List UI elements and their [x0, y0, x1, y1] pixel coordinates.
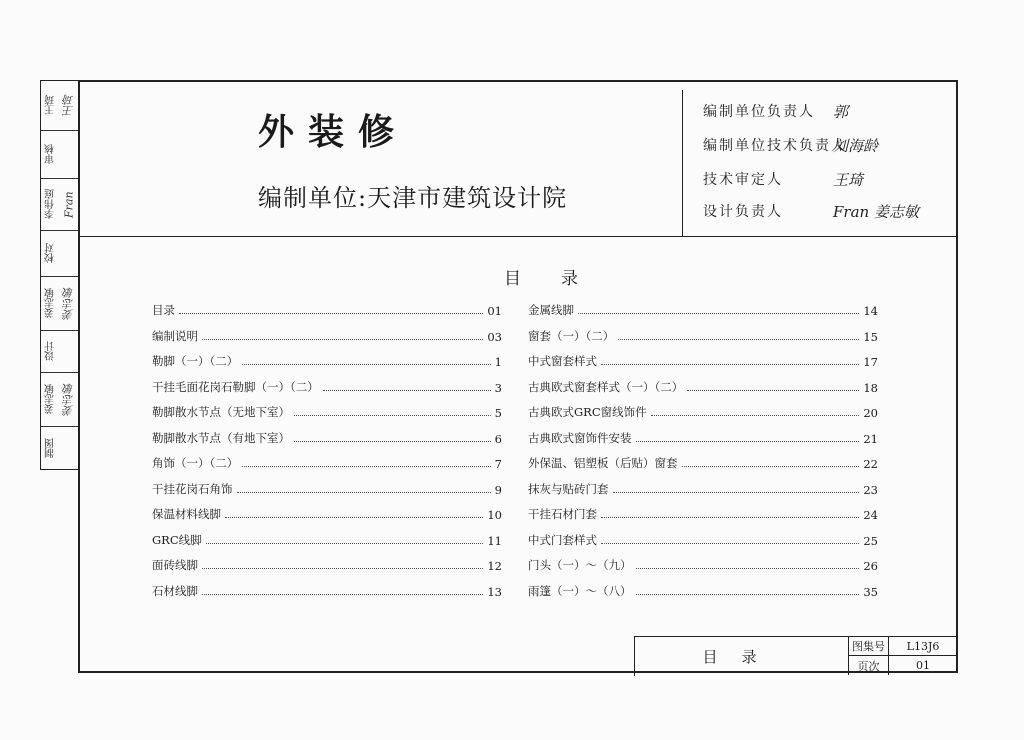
- toc-entry-name: 外保温、铝塑板（后贴）窗套: [528, 456, 678, 470]
- sidebar-signature: [60, 131, 78, 178]
- toc-row: [528, 451, 878, 471]
- drawing-sheet: [40, 80, 940, 675]
- sidebar-cell: [41, 179, 79, 231]
- sidebar-cell: [41, 81, 79, 131]
- toc-row: [528, 349, 878, 369]
- signature: 郭: [833, 102, 849, 121]
- toc-page-number: 01: [487, 304, 502, 318]
- toc-entry-name: 中式门套样式: [528, 532, 597, 547]
- toc-leader-dots: [687, 390, 859, 391]
- sidebar-signature: 姜志敏: [62, 287, 75, 320]
- toc-entry-name: 勒脚散水节点（有地下室）: [152, 430, 290, 445]
- toc-page-number: 11: [487, 533, 502, 548]
- sidebar-signature: [60, 427, 78, 469]
- toc-leader-dots: [294, 441, 491, 442]
- toc-leader-dots: [179, 313, 483, 314]
- toc-entry-name: 中式窗套样式: [528, 354, 597, 368]
- toc-leader-dots: [206, 543, 484, 544]
- toc-page-number: 12: [487, 559, 502, 573]
- toc-row: [528, 426, 878, 446]
- responsibility-row: [703, 130, 878, 160]
- toc-entry-name: 角饰（一）（二）: [152, 456, 239, 470]
- toc-row: [528, 579, 878, 599]
- toc-row: [528, 528, 878, 548]
- toc-row: [528, 324, 878, 344]
- toc-entry-name: 古典欧式GRC窗线饰件: [528, 405, 647, 419]
- atlas-number-value: L13J6: [889, 637, 957, 656]
- header-divider: [80, 236, 956, 237]
- toc-page-number: 1: [494, 355, 502, 369]
- toc-leader-dots: [601, 543, 859, 544]
- toc-row: [528, 298, 878, 318]
- toc-row: [152, 375, 502, 395]
- toc-leader-dots: [601, 364, 859, 365]
- toc-page-number: 5: [494, 406, 502, 420]
- sidebar-signature: Fran: [62, 191, 76, 218]
- toc-leader-dots: [242, 364, 490, 365]
- toc-leader-dots: [578, 313, 859, 314]
- toc-leader-dots: [202, 594, 483, 595]
- toc-row: [152, 451, 502, 471]
- toc-entry-name: 干挂石材门套: [528, 507, 597, 521]
- signature: Fran 姜志敏: [833, 202, 919, 221]
- toc-page-number: 3: [494, 380, 502, 395]
- toc-page-number: 24: [863, 508, 878, 522]
- toc-entry-name: 目录: [152, 303, 175, 317]
- responsibility-row: [703, 196, 919, 226]
- sidebar-label: 审核: [45, 144, 57, 165]
- toc-page-number: 23: [863, 482, 878, 497]
- page-title: 外装修: [258, 111, 409, 153]
- toc-leader-dots: [237, 492, 491, 493]
- toc-page-number: 26: [863, 559, 878, 573]
- toc-page-number: 22: [863, 457, 878, 471]
- toc-page-number: 18: [863, 380, 878, 395]
- toc-entry-name: 干挂毛面花岗石勒脚（一）（二）: [152, 379, 319, 394]
- toc-row: [152, 426, 502, 446]
- sidebar-label: 姜志敏: [45, 288, 57, 319]
- toc-entry-name: GRC线脚: [152, 532, 202, 547]
- toc-entry-name: 窗套（一）（二）: [528, 328, 615, 343]
- toc-page-number: 15: [863, 329, 878, 344]
- sidebar-signature: 姜志敏: [62, 383, 75, 416]
- toc-entry-name: 门头（一）～（九）: [528, 558, 632, 572]
- toc-entry-name: 金属线脚: [528, 303, 574, 317]
- sidebar-signature: 王琦: [62, 94, 75, 117]
- toc-row: [152, 324, 502, 344]
- sidebar-label: 校对: [45, 243, 57, 264]
- toc-row: [528, 375, 878, 395]
- toc-row: [528, 553, 878, 573]
- toc-row: [528, 400, 878, 420]
- sidebar-cell: [41, 277, 79, 331]
- responsibility-label: 技术审定人: [703, 172, 783, 188]
- page-number-label: 页次: [849, 656, 889, 675]
- toc-page-number: 21: [863, 431, 878, 446]
- toc-row: [152, 477, 502, 497]
- sidebar-label: 李伟庭: [45, 189, 57, 220]
- sidebar-signature: [60, 331, 78, 372]
- toc-page-number: 20: [863, 406, 878, 420]
- toc-leader-dots: [636, 594, 860, 595]
- sidebar-cell: [41, 131, 79, 179]
- responsibility-block: [682, 90, 958, 236]
- sidebar-label: 姜志敏: [45, 384, 57, 415]
- toc-leader-dots: [651, 415, 860, 416]
- toc-entry-name: 保温材料线脚: [152, 507, 221, 521]
- title-block-title: 目录: [635, 637, 849, 675]
- sidebar-signature: [60, 231, 78, 276]
- toc-row: [152, 349, 502, 369]
- atlas-number-label: 图集号: [849, 637, 889, 656]
- toc-title: 目录: [504, 269, 618, 289]
- toc-page-number: 6: [494, 431, 502, 446]
- toc-entry-name: 编制说明: [152, 328, 198, 343]
- toc-row: [152, 528, 502, 548]
- toc-page-number: 10: [487, 508, 502, 522]
- sidebar-label: 设计: [45, 341, 57, 362]
- toc-row: [528, 502, 878, 522]
- toc-leader-dots: [323, 390, 491, 391]
- sidebar-cell: [41, 331, 79, 373]
- toc-leader-dots: [225, 517, 483, 518]
- sidebar-cell: [41, 427, 79, 469]
- toc-entry-name: 石材线脚: [152, 583, 198, 598]
- toc-entry-name: 雨篷（一）～（八）: [528, 583, 632, 598]
- signature-sidebar: [40, 80, 80, 470]
- toc-page-number: 35: [863, 584, 878, 599]
- sidebar-cell: [41, 373, 79, 427]
- toc-page-number: 9: [494, 482, 502, 497]
- toc-row: [152, 298, 502, 318]
- drawing-frame: [78, 80, 958, 673]
- signature: 刘海龄: [833, 136, 879, 155]
- responsibility-label: 设计负责人: [703, 204, 783, 220]
- toc-leader-dots: [601, 517, 859, 518]
- title-block: [634, 636, 958, 676]
- toc-entry-name: 抹灰与贴砖门套: [528, 481, 609, 496]
- toc-entry-name: 勒脚散水节点（无地下室）: [152, 405, 290, 419]
- toc-entry-name: 面砖线脚: [152, 558, 198, 572]
- toc-page-number: 13: [487, 584, 502, 599]
- toc-row: [152, 400, 502, 420]
- sidebar-label: 制图: [45, 438, 57, 458]
- signature: 王琦: [833, 170, 864, 189]
- toc-leader-dots: [636, 441, 860, 442]
- toc-row: [152, 579, 502, 599]
- toc-leader-dots: [618, 339, 859, 340]
- toc-leader-dots: [242, 466, 490, 467]
- toc-entry-name: 古典欧式窗饰件安装: [528, 430, 632, 445]
- responsibility-row: [703, 96, 848, 126]
- toc-leader-dots: [682, 466, 860, 467]
- toc-page-number: 25: [863, 533, 878, 548]
- toc-leader-dots: [613, 492, 860, 493]
- toc-page-number: 03: [487, 329, 502, 344]
- toc-entry-name: 干挂花岗石角饰: [152, 481, 233, 496]
- responsibility-row: [703, 164, 863, 194]
- sidebar-label: 王琦: [45, 95, 57, 116]
- page-number-value: 01: [916, 659, 930, 672]
- toc-leader-dots: [294, 415, 491, 416]
- toc-row: [152, 502, 502, 522]
- toc-leader-dots: [636, 568, 860, 569]
- toc-page-number: 14: [863, 304, 878, 318]
- sidebar-cell: [41, 231, 79, 277]
- toc-page-number: 17: [863, 355, 878, 369]
- toc-entry-name: 勒脚（一）（二）: [152, 354, 239, 368]
- toc-leader-dots: [202, 568, 483, 569]
- toc-entry-name: 古典欧式窗套样式（一）（二）: [528, 379, 684, 394]
- toc-page-number: 7: [494, 457, 502, 471]
- responsibility-label: 编制单位技术负责人: [703, 138, 847, 154]
- toc-row: [152, 553, 502, 573]
- toc-row: [528, 477, 878, 497]
- responsibility-label: 编制单位负责人: [703, 104, 815, 120]
- organization-line: 编制单位:天津市建筑设计院: [258, 184, 568, 212]
- toc-leader-dots: [202, 339, 483, 340]
